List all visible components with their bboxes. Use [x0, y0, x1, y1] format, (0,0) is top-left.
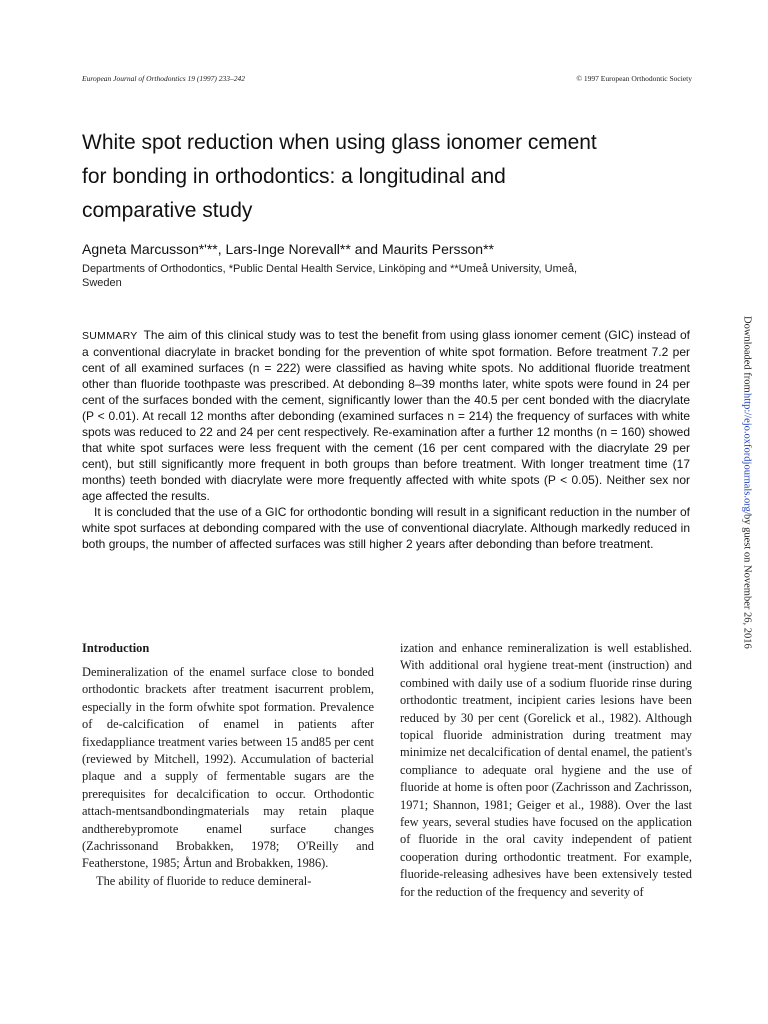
journal-link[interactable]: http://ejo.oxfordjournals.org/ [741, 392, 753, 515]
author-list: Agneta Marcusson*'**, Lars-Inge Norevall** and Maurits Persson** [82, 241, 494, 257]
title-block [82, 126, 702, 290]
section-heading-introduction: Introduction [82, 641, 150, 655]
right-column [400, 640, 692, 901]
affiliation-line: Departments of Orthodontics, *Public Dental Health Service, Linköping and **Umeå University, Umeå, [82, 263, 578, 275]
affiliation-line: Sweden [82, 277, 122, 289]
body-paragraph: ization and enhance remineralization is well established. With additional oral hygiene treat-ment (instruction) and combined with daily use of a sodium fluoride rinse during orthodontic treatment, incipient caries lesions have been reduced by 30 per cent (Gorelick et al., 1982). Although topical fluoride administration during treatment may minimize net decalcification of dental enamel, the patient's compliance to adequate oral hygiene and the use of fluoride at home is often poor (Zachrisson and Zachrisson, 1971; Shannon, 1981; Geiger et al., 1988). Over the last few years, several studies have focused on the application of fluoride in the oral cavity independent of patient cooperation during orthodontic treatment. For example, fluoride-releasing adhesives have been extensively tested for the reduction of the frequency and severity of [400, 641, 692, 899]
download-suffix: by guest on November 26, 2016 [741, 514, 753, 650]
summary-abstract [82, 327, 690, 552]
journal-citation: European Journal of Orthodontics 19 (1997) 233–242 [82, 74, 246, 83]
summary-conclusion: It is concluded that the use of a GIC for orthodontic bonding will result in a significant reduction in the number of white spot surfaces at debonding compared with the use of conventional diacrylate. Although markedly reduced in both groups, the number of affected surfaces was still higher 2 years after debonding than before treatment. [82, 505, 690, 551]
download-prefix: Downloaded from [741, 316, 753, 393]
title-line: for bonding in orthodontics: a longitudinal and [82, 165, 506, 188]
running-header [82, 74, 692, 83]
body-paragraph: The ability of fluoride to reduce demineral- [96, 873, 312, 888]
title-line: comparative study [82, 199, 253, 222]
summary-text: The aim of this clinical study was to test the benefit from using glass ionomer cement (GIC) instead of a conventional diacrylate in bracket bonding for the prevention of white spot formation. Before treatment 7.2 per cent of all examined surfaces (n = 222) were classified as having white spots. No additional fluoride treatment other than fluoride toothpaste was prescribed. At debonding 8–39 months later, white spots were found in 24 per cent of the surfaces bonded with the cement, significantly lower than the 40.5 per cent bonded with the diacrylate (P < 0.01). At recall 12 months after debonding (examined surfaces n = 214) the frequency of surfaces with white spots was reduced to 22 and 24 per cent respectively. Re-examination after a further 12 months (n = 160) showed that white spot surfaces were less frequent with the cement (16 per cent compared with the diacrylate 29 per cent), but still significantly more frequent in both groups than before treatment. With longer treatment time (17 months) teeth bonded with diacrylate were more frequently affected with white spots (P < 0.05). Neither sex nor age affected the results. [82, 328, 690, 503]
summary-label: SUMMARY [82, 330, 138, 342]
summary-paragraph [82, 327, 690, 504]
body-paragraph: Demineralization of the enamel surface close to bonded orthodontic brackets after treatment isacurrent problem, especially in the form ofwhite spot formation. Prevalence of de-calcification of enamel in patients after fixedappliance treatment varies between 15 and85 per cent (reviewed by Mitchell, 1992). Accumulation of bacterial plaque and a supply of fermentable sugars are the prerequisites for decalcification to occur. Orthodontic attach-mentsandbondingmaterials may retain plaque andtherebypromote enamel surface changes (Zachrissonand Brobakken, 1978; O'Reilly and Featherstone, 1985; Årtun and Brobakken, 1986). [82, 665, 374, 871]
affiliation [82, 262, 702, 290]
copyright-notice: © 1997 European Orthodontic Society [576, 74, 692, 83]
body-columns [82, 640, 692, 901]
left-column [82, 640, 374, 901]
article-title [82, 126, 702, 228]
download-notice [736, 316, 758, 690]
title-line: White spot reduction when using glass ionomer cement [82, 131, 597, 154]
